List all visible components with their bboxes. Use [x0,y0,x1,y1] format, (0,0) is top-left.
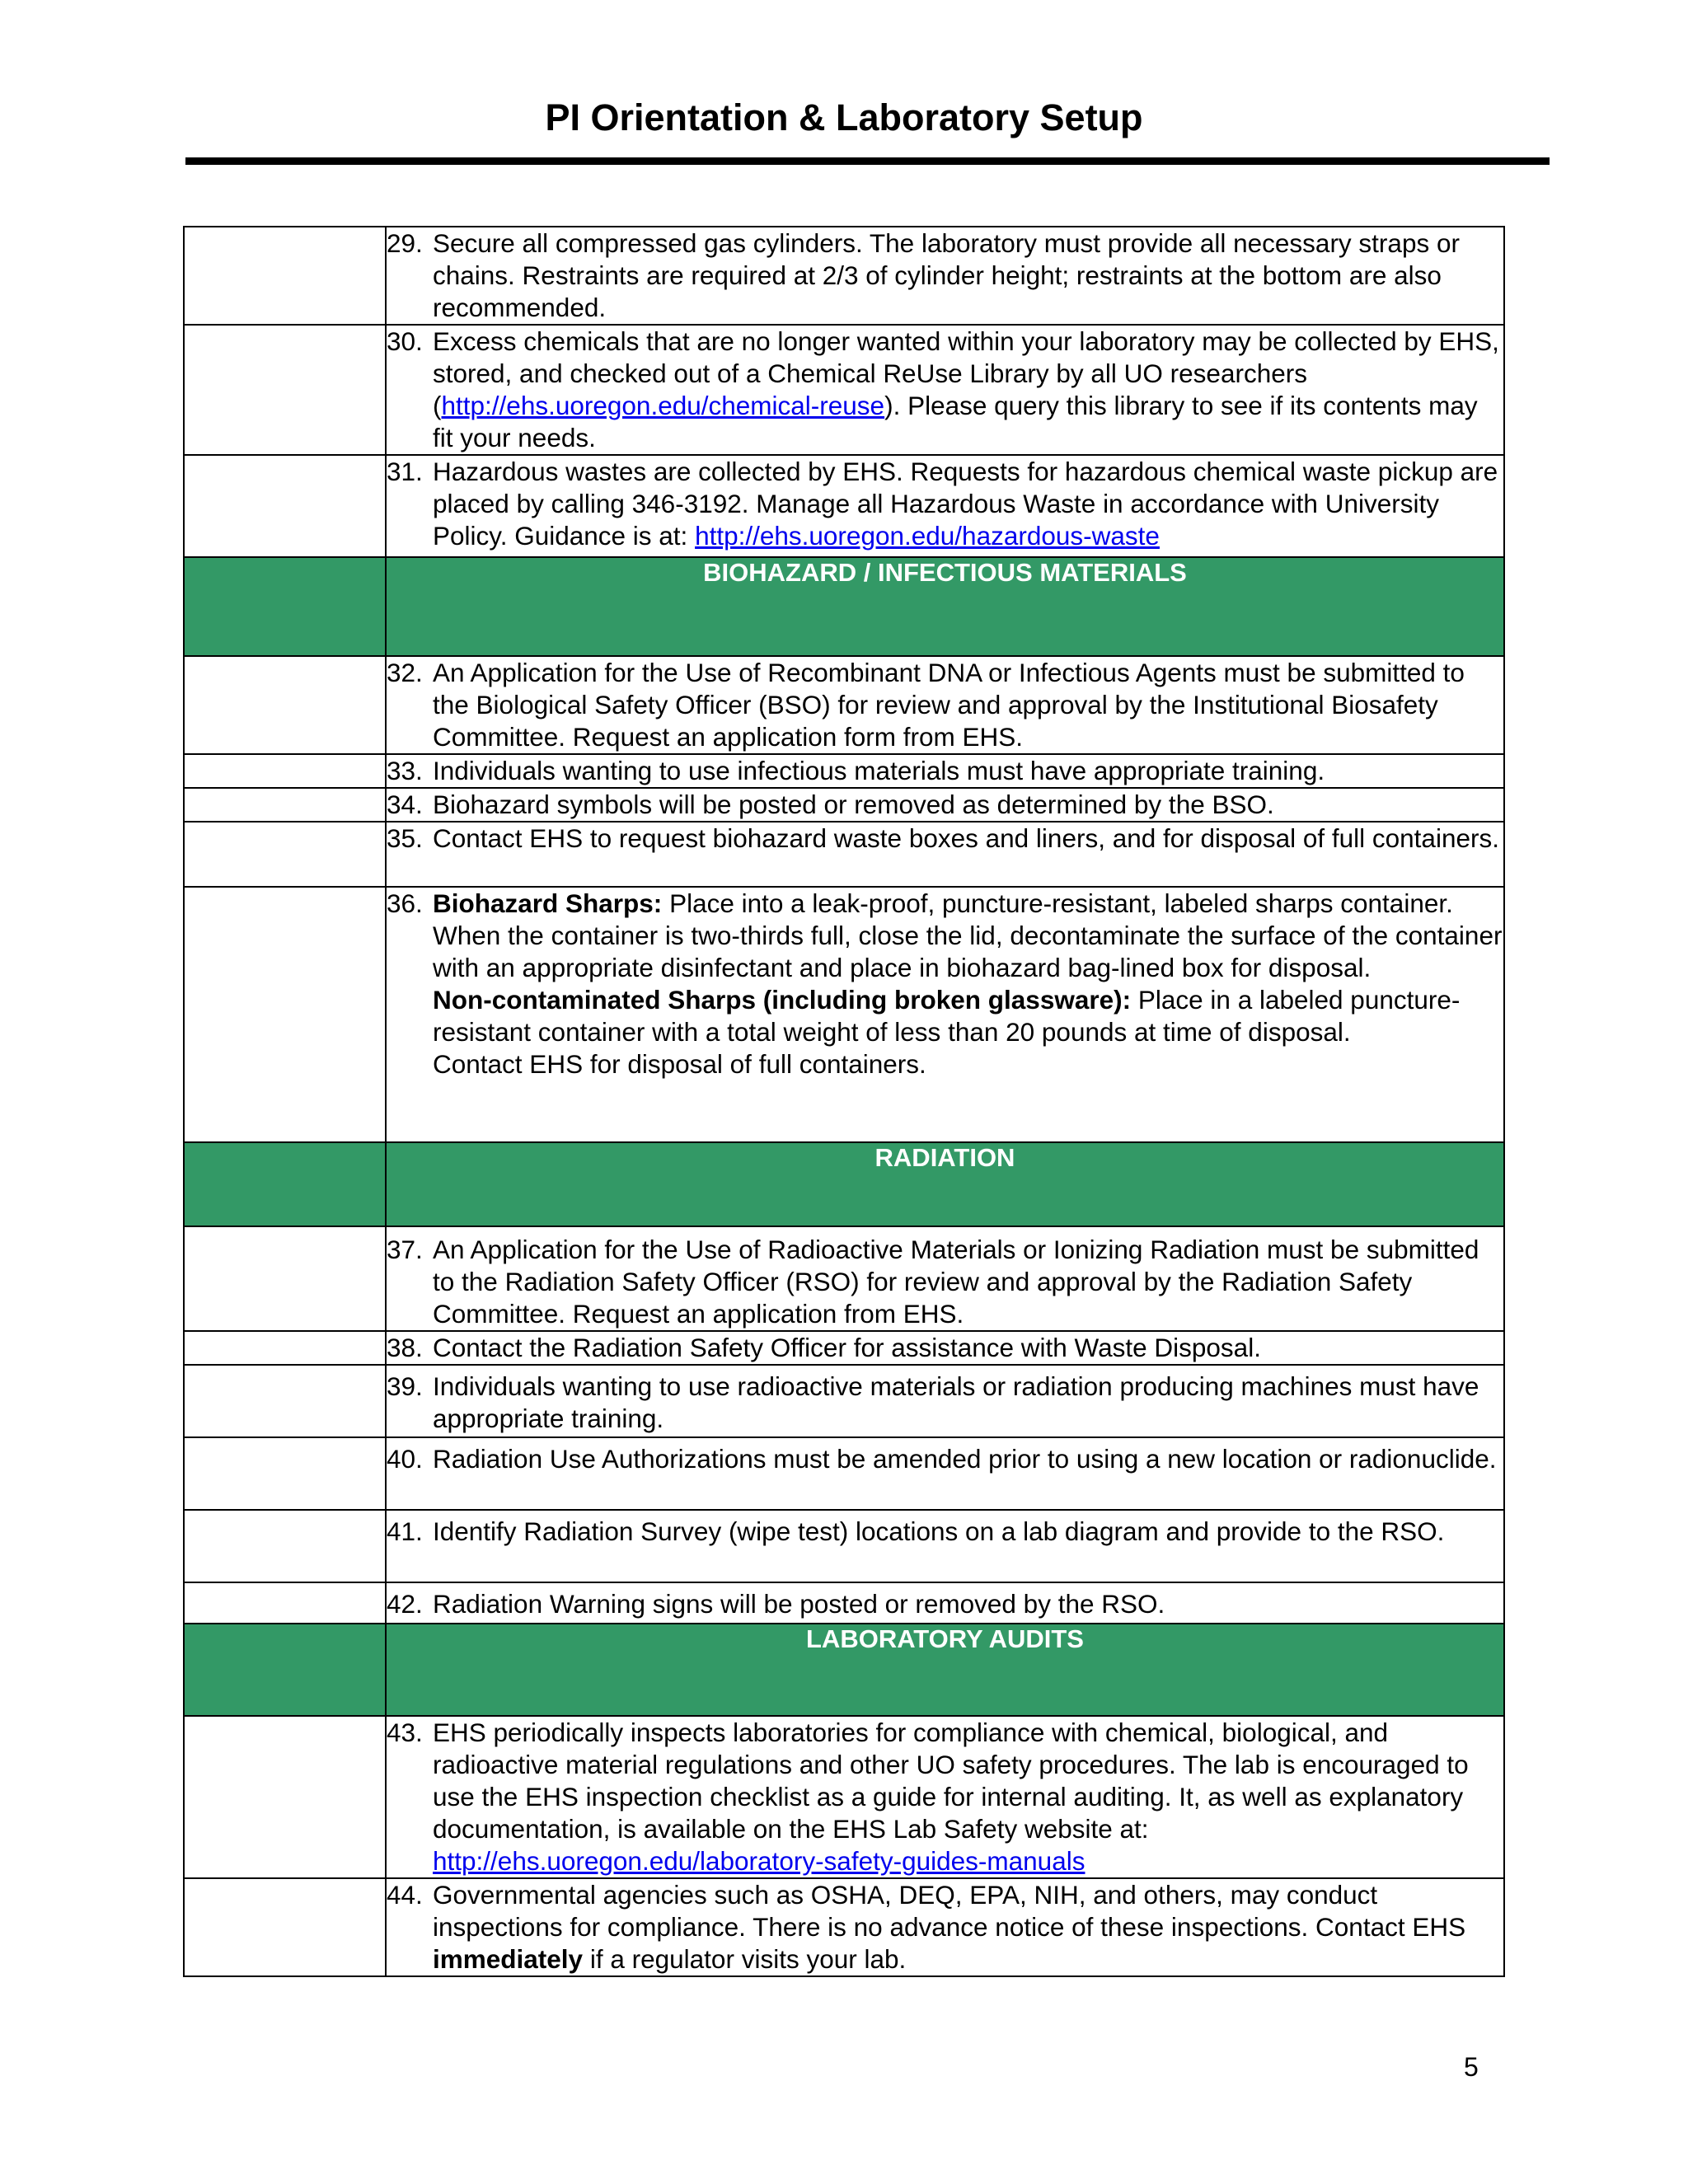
item-number: 32. [387,658,423,687]
checklist-item [387,657,1503,753]
checklist-row [184,1878,1504,1976]
checkoff-cell[interactable] [184,887,386,1142]
checklist-row [184,1510,1504,1582]
checklist-item [387,823,1503,855]
item-number: 43. [387,1718,423,1747]
checklist-item [387,456,1503,552]
item-number: 40. [387,1444,423,1474]
checkoff-cell[interactable] [184,227,386,325]
checklist-row [184,788,1504,822]
emphasis-immediately: immediately [433,1944,584,1974]
checklist-row [184,1226,1504,1331]
checklist-row [184,656,1504,754]
checklist-row [184,455,1504,557]
checkoff-cell[interactable] [184,656,386,754]
checkoff-cell[interactable] [184,325,386,455]
item-number: 38. [387,1333,423,1362]
item-number: 39. [387,1371,423,1401]
checklist-item [387,1332,1503,1364]
section-title-radiation: RADIATION [386,1142,1504,1226]
item-number: 35. [387,823,423,853]
item-text: An Application for the Use of Radioactive Materials or Ionizing Radiation must be submitted to the Radiation Safety Officer (RSO) for review and approval by the Radiation Safety Committee. Request an application from EHS. [433,1235,1479,1329]
item-text: Individuals wanting to use infectious materials must have appropriate training. [433,756,1325,785]
checklist-table [183,226,1505,1977]
checklist-item [387,755,1503,787]
item-text: Contact EHS to request biohazard waste boxes and liners, and for disposal of full containers. [433,823,1499,853]
item-text: Individuals wanting to use radioactive materials or radiation producing machines must have appropriate training. [433,1371,1479,1433]
checkoff-cell[interactable] [184,822,386,887]
item-number: 30. [387,326,423,356]
item-number: 34. [387,790,423,819]
checklist-item [387,888,1503,1080]
checkoff-cell[interactable] [184,1365,386,1437]
section-header-row [184,557,1504,656]
checklist-row [184,887,1504,1142]
title-divider [185,157,1550,165]
checkoff-cell[interactable] [184,1437,386,1510]
lab-safety-guides-link[interactable]: http://ehs.uoregon.edu/laboratory-safety-guides-manuals [433,1846,1085,1876]
checklist-row [184,822,1504,887]
checkoff-cell[interactable] [184,1582,386,1624]
checklist-row [184,1331,1504,1365]
biohazard-sharps-label: Biohazard Sharps: [433,888,663,918]
section-header-row [184,1142,1504,1226]
checklist-row [184,1365,1504,1437]
item-text: Biohazard symbols will be posted or removed as determined by the BSO. [433,790,1274,819]
checklist-row [184,1437,1504,1510]
item-text: Radiation Use Authorizations must be amended prior to using a new location or radionuclide. [433,1444,1497,1474]
hazardous-waste-link[interactable]: http://ehs.uoregon.edu/hazardous-waste [695,521,1160,551]
checkoff-cell[interactable] [184,1226,386,1331]
item-number: 44. [387,1880,423,1910]
item-number: 31. [387,457,423,486]
checkoff-cell[interactable] [184,754,386,788]
item-number: 29. [387,228,423,258]
item-text: Excess chemicals that are no longer wanted within your laboratory may be collected by EHS, stored, and checked out of a Chemical ReUse Library by all UO researchers (http://ehs.uoregon.edu/chemical-reuse). Please query this library to see if its contents may fit your needs. [433,326,1499,452]
section-title-biohazard: BIOHAZARD / INFECTIOUS MATERIALS [386,557,1504,656]
checklist-row [184,1716,1504,1878]
checklist-item [387,227,1503,324]
checkoff-cell[interactable] [184,455,386,557]
item-text: Contact the Radiation Safety Officer for assistance with Waste Disposal. [433,1333,1261,1362]
checklist-row [184,1582,1504,1624]
item-text: Identify Radiation Survey (wipe test) locations on a lab diagram and provide to the RSO. [433,1516,1445,1546]
checklist-row [184,227,1504,325]
non-contaminated-sharps-label: Non-contaminated Sharps (including broken glassware): [433,985,1132,1015]
chemical-reuse-link[interactable]: http://ehs.uoregon.edu/chemical-reuse [441,391,885,420]
page-title: PI Orientation & Laboratory Setup [545,96,1143,138]
checklist-item [387,1511,1503,1548]
checklist-row [184,325,1504,455]
section-title-audits: LABORATORY AUDITS [386,1624,1504,1716]
item-text: EHS periodically inspects laboratories for compliance with chemical, biological, and radioactive material regulations and other UO safety procedures. The lab is encouraged to use the EHS inspection checklist as a guide for internal auditing. It, as well as explanatory documentation, is available on the EHS Lab Safety website at: http://ehs.uoregon.edu/laboratory-safety-guides-manuals [433,1718,1469,1876]
checklist-row [184,754,1504,788]
item-text: An Application for the Use of Recombinant DNA or Infectious Agents must be submitted to the Biological Safety Officer (BSO) for review and approval by the Institutional Biosafety Committee. Request an application form from EHS. [433,658,1465,752]
checklist-item [387,789,1503,821]
checkoff-cell[interactable] [184,1878,386,1976]
checklist-item [387,326,1503,454]
item-text: Governmental agencies such as OSHA, DEQ, EPA, NIH, and others, may conduct inspections for compliance. There is no advance notice of these inspections. Contact EHS immediately if a regulator visits your lab. [433,1880,1466,1974]
checklist-item [387,1717,1503,1877]
checklist-item [387,1366,1503,1435]
checklist-item [387,1438,1503,1475]
item-text: Radiation Warning signs will be posted or removed by the RSO. [433,1589,1165,1619]
checkoff-cell[interactable] [184,788,386,822]
section-header-row [184,1624,1504,1716]
item-number: 41. [387,1516,423,1546]
item-text: Biohazard Sharps: Place into a leak-proof, puncture-resistant, labeled sharps container. When the container is two-thirds full, close the lid, decontaminate the surface of the container with an appropriate disinfectant and place in biohazard bag-lined box for disposal. Non-contaminated Sharps (including broken glassware): Place in a labeled puncture-resistant container with a total weight of less than 20 pounds at time of disposal. Contact EHS for disposal of full containers. [433,888,1503,1079]
item-number: 37. [387,1235,423,1264]
checklist-item [387,1227,1503,1330]
checkoff-cell[interactable] [184,1510,386,1582]
page-number: 5 [1464,2052,1479,2082]
checkoff-cell[interactable] [184,1716,386,1878]
item-number: 42. [387,1589,423,1619]
item-number: 33. [387,756,423,785]
item-text: Hazardous wastes are collected by EHS. Requests for hazardous chemical waste pickup are placed by calling 346-3192. Manage all Hazardous Waste in accordance with University Policy. Guidance is at: http://ehs.uoregon.edu/hazardous-waste [433,457,1498,551]
checklist-item [387,1583,1503,1620]
checkoff-cell[interactable] [184,1331,386,1365]
checklist-item [387,1879,1503,1975]
item-number: 36. [387,888,423,918]
item-text: Secure all compressed gas cylinders. The laboratory must provide all necessary straps or chains. Restraints are required at 2/3 of cylinder height; restraints at the bottom are also recommended. [433,228,1460,322]
